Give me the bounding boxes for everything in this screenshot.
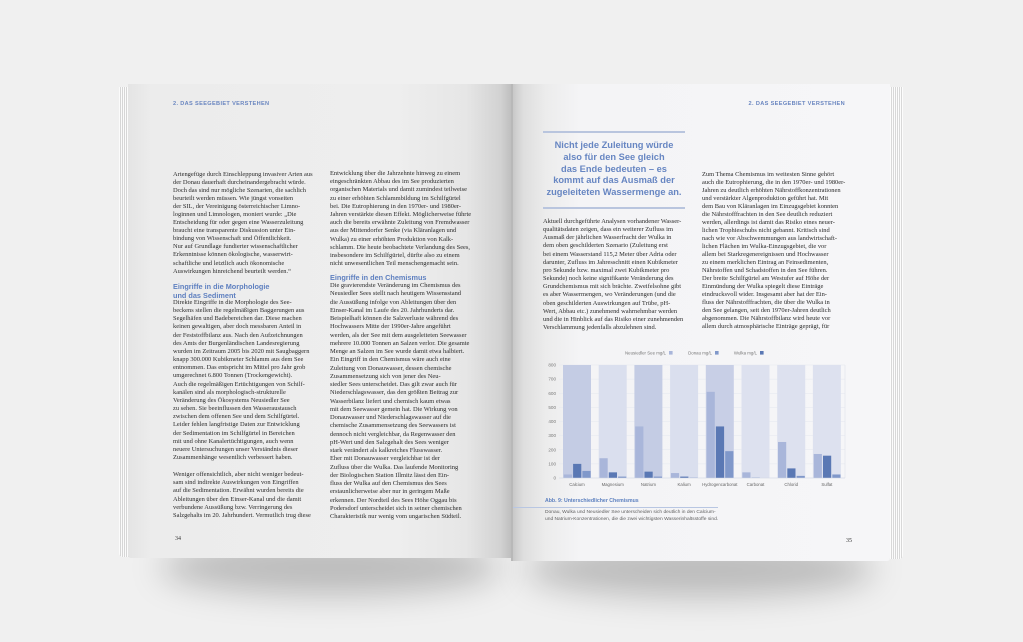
text-line: chemische Zusammensetzung des Seewassers ist xyxy=(330,422,456,430)
text-line: zu sehen. Sie beeinflussen den Wasseraustausch xyxy=(173,405,297,413)
bar xyxy=(609,472,617,478)
text-line: mehrere 10.000 Tonnen an Salzen verlor. Die gesamte xyxy=(330,339,470,347)
text-line: bindung von Wissenschaft und Öffentlichkeit. xyxy=(173,235,292,243)
x-tick-label: Magnesium xyxy=(601,482,624,487)
legend-swatch xyxy=(715,351,719,355)
text-line: Eingriffe in den Chemismus xyxy=(330,273,427,282)
text-line: es aber Wassermengen, wo Veränderungen (und die xyxy=(543,291,676,299)
text-line: Entscheidung für oder gegen eine Wasserzuleitung xyxy=(173,219,304,227)
text-line: keinen gewaltigen, aber doch messbaren Anteil in xyxy=(173,323,302,331)
text-line: braucht eine transparente Diskussion unter Ein- xyxy=(173,227,296,235)
text-line: oben geschilderten Auswirkungen auf Trübe, pH- xyxy=(543,299,671,307)
x-tick-label: Carbonat xyxy=(746,482,765,487)
text-line: eindrucksvoll wider. Insgesamt aber hat der Ein- xyxy=(702,291,827,298)
text-line: neuere Untersuchungen unser Verständnis dieser xyxy=(173,445,299,453)
text-line: erstaunlicherweise aber nur in geringem Maße xyxy=(330,488,450,496)
text-line: schaftliche und letztlich auch ökonomische xyxy=(173,259,285,267)
text-line: das Ende bedeuten – es xyxy=(561,163,667,174)
text-line: Weniger offensichtlich, aber nicht weniger bedeut- xyxy=(173,471,304,478)
bar xyxy=(787,468,795,478)
text-line: Zusammenhänge wesentlich verbessert haben. xyxy=(173,453,293,461)
figure-rule xyxy=(513,507,718,508)
text-line: Leider fehlen langfristige Daten zur Entwicklung xyxy=(173,421,300,429)
text-line: Zum Thema Chemismus im weitesten Sinne gehört xyxy=(702,171,835,178)
paragraph xyxy=(543,218,683,332)
y-tick-label: 300 xyxy=(548,433,556,439)
paragraph xyxy=(173,299,309,462)
text-line: zu einer erhöhten Schlammbildung im Schilfgürtel xyxy=(330,194,461,202)
text-line: den See gelangen, seit den 1970er-Jahren deutlich xyxy=(702,307,831,314)
text-line: darunter, Zufluss im Jahresschnitt einen Kubikmeter xyxy=(543,258,678,266)
bar xyxy=(645,472,653,478)
text-line: und die in Hinblick auf das Risiko einer zunehmenden xyxy=(543,315,684,323)
text-line: eingeschränkten Abbau des im See produzierten xyxy=(330,178,454,186)
text-line: Verschlammung jedenfalls abzulehnen sind. xyxy=(543,324,657,332)
text-line: Entwicklung über die Jahrzehnte hinweg zu einem xyxy=(330,170,461,177)
text-line: Nicht jede Zuleitung würde xyxy=(554,140,674,150)
text-line: der SIL, der Vereinigung österreichischer Limno- xyxy=(173,203,301,211)
text-line: kanälen sind als morphologisch-strukturelle xyxy=(173,388,286,396)
text-line: pH-Wert und den Salzgehalt des Sees weniger xyxy=(330,438,449,446)
bar xyxy=(564,474,572,478)
text-line: Zufluss über die Wulka. Das laufende Monitoring xyxy=(330,463,459,471)
text-line: dem Bau von Kläranlagen im Einzugsgebiet konnten xyxy=(702,203,839,210)
text-line: und verstärkter Algenproduktion geführt hat. Mit xyxy=(702,195,829,202)
bar xyxy=(635,426,643,478)
text-line: nicht unwesentlichen Teil menschengemacht sein. xyxy=(330,260,459,268)
bar xyxy=(823,456,831,478)
bar xyxy=(832,474,840,478)
text-line: erkennen. Der Nordteil des Sees Höhe Oggau bis xyxy=(330,496,457,504)
category-band xyxy=(742,365,770,478)
y-tick-label: 700 xyxy=(548,376,556,382)
text-line: Niederschlagswasser, das den größten Beitrag zur xyxy=(330,389,459,397)
text-line: sam sind indirekte Auswirkungen von Eingriffen xyxy=(173,479,299,487)
page-number-left: 34 xyxy=(175,536,181,542)
bar xyxy=(671,473,679,478)
text-line: Zusammensetzung sich von jener des Neu- xyxy=(330,372,441,380)
text-line: fluss der Wulka auf den Chemismus des Sees xyxy=(330,480,447,487)
text-line: Wert, Abbau etc.) zunehmend wahrnehmbar werden xyxy=(543,307,678,315)
text-line: werden, als der See mit dem ausgeleiteten Seewasser xyxy=(330,331,467,339)
text-line: Einser-Kanal im Laufe des 20. Jahrhunderts dar. xyxy=(330,306,455,314)
text-line: Charakteristik nur wenig vom ungarischen Südteil. xyxy=(330,513,462,520)
text-line: Ein Eingriff in den Chemismus wäre auch eine xyxy=(330,356,451,364)
bar xyxy=(573,464,581,478)
text-line: Sekunde) noch keine signifikante Veränderung des xyxy=(543,275,674,283)
text-line: Hochwassers Mitte der 1990er-Jahre angeführt xyxy=(330,323,451,331)
text-line: zugeleiteten Wassermenge an. xyxy=(546,187,682,198)
bar xyxy=(814,454,822,478)
paragraph xyxy=(702,171,845,331)
bar xyxy=(600,458,608,478)
text-line: die Nährstofffrachten in den See deutlich reduziert xyxy=(702,211,833,218)
text-line: der Feststoffbilanz aus. Nach den Aufzeichnungen xyxy=(173,331,303,339)
text-line: wurden im Zeitraum 2005 bis 2020 mit Saugbaggern xyxy=(173,347,310,355)
bar xyxy=(707,392,715,478)
y-tick-label: 100 xyxy=(548,461,556,467)
text-line: umgerechnet 6.800 Tonnen (Trockengewicht). xyxy=(173,372,293,380)
text-line: allem bei Starkregenereignissen und Hochwasser xyxy=(702,251,829,258)
text-line: Auch die regelmäßigen Ertüchtigungen von Schilf- xyxy=(173,380,305,388)
paragraph xyxy=(173,171,313,276)
bar xyxy=(797,476,805,478)
text-line: Menge an Salzen im See wurde damit etwa halbiert. xyxy=(330,348,465,355)
text-line: qualitätsdaten zeigen, dass ein weiterer Zufluss im xyxy=(543,226,673,234)
paragraph xyxy=(330,170,471,268)
category-band xyxy=(670,365,698,478)
text-line: lichen Flächen im Wulka-Einzugsgebiet, die vor xyxy=(702,243,827,250)
text-line: Jahren verstärkte diesen Effekt. Möglicherweise führte xyxy=(330,210,472,218)
text-line: des Amts der Burgenländischen Landesregierung xyxy=(173,339,300,347)
legend-label: Donau mg/L xyxy=(688,350,712,356)
text-line: siedler Sees unterscheidet. Das gilt zwar auch für xyxy=(330,381,457,388)
x-tick-label: Kalium xyxy=(677,482,691,487)
text-line: Zuleitung von Donauwasser, dessen chemische xyxy=(330,364,452,372)
text-line: stark verändert als kalkreiches Flusswasser. xyxy=(330,447,443,454)
pull-quote-rule-top xyxy=(543,131,685,133)
x-tick-label: Hydrogencarbonat xyxy=(702,482,738,487)
text-line: insbesondere im Schilfgürtel, dürfte also zu einem xyxy=(330,251,460,259)
text-line: und Natrium-Konzentrationen, die die zwei wichtigsten Wasserinhaltsstoffe sind. xyxy=(545,516,719,522)
legend-label: Neusiedler See mg/L xyxy=(624,350,666,356)
text-line: beckens stellen die regelmäßigen Baggerungen aus xyxy=(173,307,305,315)
text-line: auch die Eutrophierung, die in den 1970er- und 1980er- xyxy=(702,179,846,186)
text-line: Jahren zu deutlich erhöhten Nährstoffkonzentrationen xyxy=(702,187,841,194)
text-line: beurteilt werden müssen. Wie jüngst vonseiten xyxy=(173,195,294,203)
text-line: Die gravierendste Veränderung im Chemismus des xyxy=(330,282,461,289)
text-line: Wasserbilanz liefert und chemisch kaum etwas xyxy=(330,397,451,405)
category-band xyxy=(563,365,591,478)
text-line: Grundchemismus mit sich brächte. Zweifelsohne gibt xyxy=(543,283,682,291)
text-line: aus der Mittendorfer Senke (via Kläranlagen und xyxy=(330,227,457,235)
paragraph xyxy=(173,471,311,520)
text-line: Artengefüge durch Einschleppung invasiver Arten aus xyxy=(173,171,313,178)
text-line: also für den See gleich xyxy=(563,151,665,162)
text-line: mit dem Seewasser gemein hat. Die Wirkung von xyxy=(330,405,458,413)
legend-swatch xyxy=(760,351,764,355)
text-line: dennoch nicht vergleichbar, da Regenwasser den xyxy=(330,430,456,438)
text-line: loginnen und Limnologen, moniert wurde: „Die xyxy=(173,211,297,219)
text-line: mit und ohne Kanalertüchtigungen, auch wenn xyxy=(173,437,294,445)
bar xyxy=(778,442,786,478)
y-tick-label: 500 xyxy=(548,404,556,410)
text-line: allem durch atmosphärische Einträge geprägt, für xyxy=(702,323,830,330)
text-line: Neusiedler Sees stellt nach heutigem Wissensstand xyxy=(330,290,462,298)
text-line: auf die Sedimentation. Erwähnt wurden bereits die xyxy=(173,487,304,495)
text-line: der Biologischen Station Illmitz lässt den Ein- xyxy=(330,471,450,479)
pull-quote-rule-bottom xyxy=(543,207,685,209)
text-line: Salzgehalts im 20. Jahrhundert. Vermutlich trug diese xyxy=(173,511,311,519)
pull-quote xyxy=(543,140,685,199)
text-line: der Sedimentation im Schilfgürtel in Bereichen xyxy=(173,429,295,437)
legend-swatch xyxy=(669,351,673,355)
text-line: Eher mit Donauwasser vergleichbar ist der xyxy=(330,455,440,463)
text-line: Doch das sind nur mögliche Szenarien, die sachlich xyxy=(173,187,307,195)
x-tick-label: Calcium xyxy=(569,482,585,487)
text-line: Nur auf Grundlage fundierter wissenschaftlicher xyxy=(173,243,298,251)
text-line: lichen Trophieschubs nicht gebannt. Kritisch sind xyxy=(702,227,830,234)
text-line: nach wie vor Abschwemmungen aus landwirtschaft- xyxy=(702,235,837,242)
bar xyxy=(582,471,590,478)
x-tick-label: Natrium xyxy=(640,482,656,487)
text-line: der Donau dauerhaft durcheinandergebracht würde. xyxy=(173,179,306,187)
text-line: Donau, Wulka und Neusiedler See unterscheiden sich deutlich in den Calcium- xyxy=(545,510,716,515)
text-line: zu einem merklichen Eintrag an Feinsedimenten, xyxy=(702,259,829,266)
bar xyxy=(742,472,750,478)
text-line: Eingriffe in die Morphologie xyxy=(173,282,270,291)
text-line: Segelhäfen und Badebereichen dar. Diese machen xyxy=(173,315,302,323)
text-line: abgenommen. Die Nährstoffbilanz wird heute vor xyxy=(702,315,831,322)
bar xyxy=(725,451,733,478)
text-line: verbundene Aussüßung bzw. Verringerung des xyxy=(173,503,293,511)
section-heading xyxy=(173,283,269,301)
text-line: Nährstoffen und Schadstoffen in den See führen. xyxy=(702,267,828,274)
text-line: kommt auf das Ausmaß der xyxy=(553,175,675,186)
text-line: pro Sekunde bzw. maximal zwei Kubikmeter pro xyxy=(543,266,670,274)
running-head-right: 2. DAS SEEGEBIET VERSTEHEN xyxy=(748,101,845,107)
y-tick-label: 200 xyxy=(548,447,556,453)
text-line: schlamm. Die heute beobachtete Verlandung des Sees, xyxy=(330,243,471,251)
text-line: Auswirkungen hinreichend beurteilt werden.“ xyxy=(173,267,291,275)
x-tick-label: Chlorid xyxy=(784,482,799,487)
text-line: Der breite Schilfgürtel am Westufer auf Höhe der xyxy=(702,275,830,282)
running-head-left: 2. DAS SEEGEBIET VERSTEHEN xyxy=(173,101,270,107)
text-line: Veränderung des Ökosystems Neusiedler See xyxy=(173,396,290,404)
text-line: fluss der Nährstofffrachten, die über die Wulka in xyxy=(702,299,830,306)
text-line: Ableitungen über den Einser-Kanal und die damit xyxy=(173,495,302,503)
paragraph xyxy=(330,282,469,521)
bar xyxy=(716,426,724,478)
text-line: bei. Die Eutrophierung in den 1970er- und 1980er- xyxy=(330,202,461,210)
legend-label: Wulka mg/L xyxy=(733,350,757,356)
text-line: Aktuell durchgeführte Analysen vorhandener Wasser- xyxy=(543,218,682,225)
text-line: Ausmaß der jährlichen Wasserfracht der Wulka in xyxy=(543,234,672,242)
x-tick-label: Sulfat xyxy=(821,482,833,487)
y-tick-label: 400 xyxy=(548,419,556,425)
y-tick-label: 600 xyxy=(548,390,556,396)
text-line: knapp 300.000 Kubikmeter Schlamm aus dem See xyxy=(173,356,304,364)
text-line: Direkte Eingriffe in die Morphologie des See- xyxy=(173,299,292,306)
text-line: werden, allerdings ist damit das Risiko eines neuer- xyxy=(702,219,835,226)
figure-title: Abb. 9: Unterschiedlicher Chemismus xyxy=(545,498,639,504)
text-line: bei einem Wasserstand 115,2 Meter über Adria oder xyxy=(543,250,677,258)
text-line: Erkenntnisse können ökologische, wasserwirt- xyxy=(173,251,293,259)
text-line: entnommen. Das entspricht im Mittel pro Jahr grob xyxy=(173,364,306,372)
text-line: Einmündung der Wulka spiegelt diese Einträge xyxy=(702,283,824,290)
page-stack-right xyxy=(889,87,903,559)
text-line: auch die bereits erwähnte Zuleitung von Fremdwasser xyxy=(330,219,470,227)
y-tick-label: 800 xyxy=(548,362,556,368)
text-line: Beispielhaft können die Salzverluste während des xyxy=(330,315,459,322)
text-line: Donauwasser und Niederschlagswasser auf die xyxy=(330,414,451,421)
text-line: Podersdorf unterscheidet sich in seiner chemischen xyxy=(330,504,462,512)
page-number-right: 35 xyxy=(846,538,852,544)
text-line: organischen Materials und damit zumindest teilweise xyxy=(330,186,468,194)
text-line: dem oben geschilderten Szenario (Zuleitung erst xyxy=(543,242,668,250)
bar-chart xyxy=(535,345,870,495)
text-line: und das Sediment xyxy=(173,290,236,300)
text-line: Wulka) zu einer erhöhten Produktion von Kalk- xyxy=(330,235,454,243)
text-line: die Aussüßung infolge von Ableitungen über den xyxy=(330,298,457,306)
figure-caption xyxy=(545,510,718,524)
text-line: zwischen dem offenen See und dem Schilfgürtel. xyxy=(173,413,300,421)
book-spine xyxy=(511,84,513,561)
y-tick-label: 0 xyxy=(553,475,556,481)
